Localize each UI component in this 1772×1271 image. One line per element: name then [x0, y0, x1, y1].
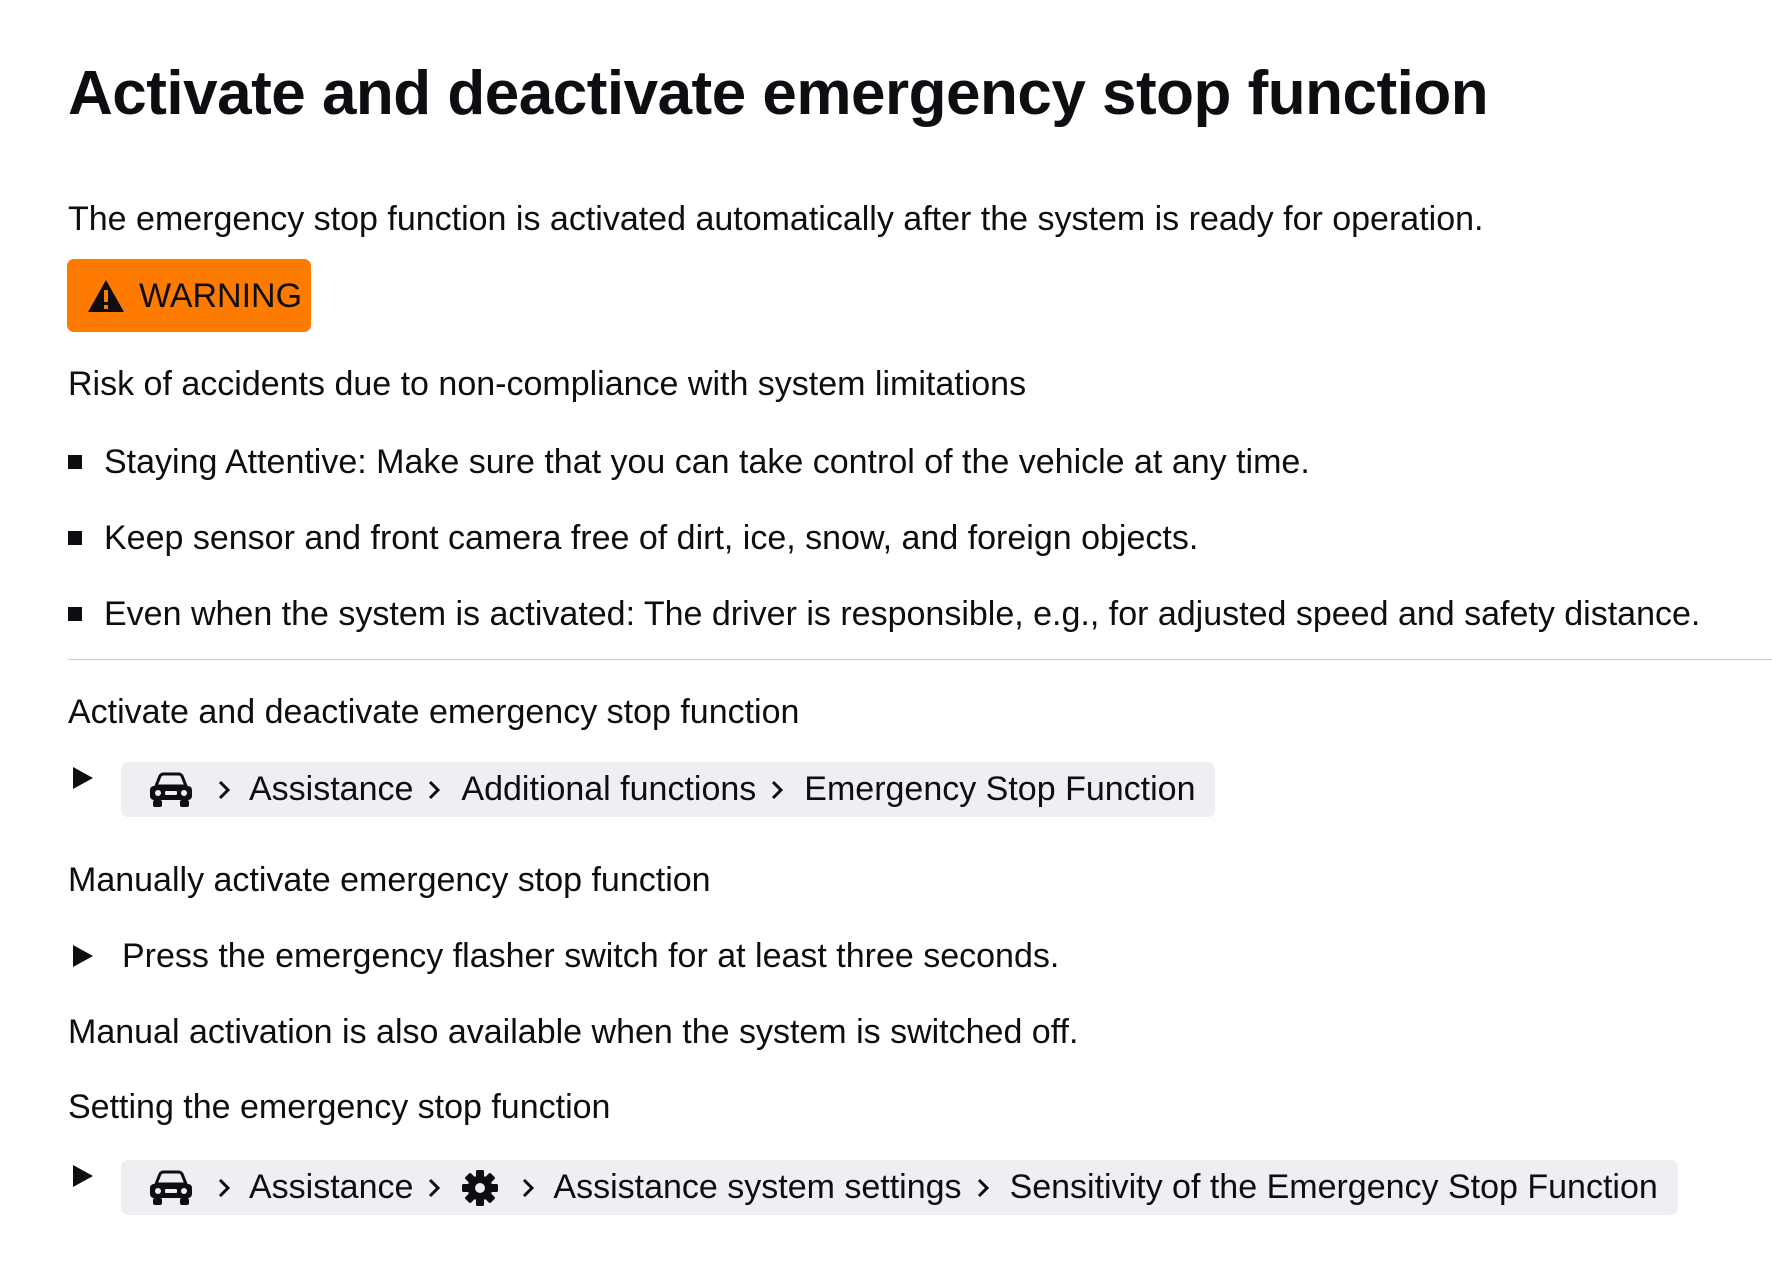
section-heading-activate: Activate and deactivate emergency stop function	[68, 693, 800, 731]
list-item	[68, 440, 1310, 484]
step-arrow-icon	[72, 944, 94, 968]
bullet-icon	[68, 455, 82, 469]
chevron-right-icon	[427, 779, 441, 801]
menu-path-item[interactable]: Assistance	[249, 770, 414, 808]
step-arrow-icon	[72, 766, 94, 790]
warning-label: WARNING	[139, 276, 303, 315]
chevron-right-icon	[976, 1177, 990, 1199]
menu-path-setting	[121, 1160, 1678, 1215]
list-item-text: Even when the system is activated: The driver is responsible, e.g., for adjusted speed and safety distance.	[104, 595, 1701, 633]
list-item-text: Staying Attentive: Make sure that you can take control of the vehicle at any time.	[104, 443, 1310, 481]
step-text: Press the emergency flasher switch for at least three seconds.	[122, 937, 1060, 975]
step-arrow-icon	[72, 1164, 94, 1188]
car-icon[interactable]	[147, 1169, 195, 1207]
section-divider	[68, 659, 1772, 660]
manual-note: Manual activation is also available when the system is switched off.	[68, 1013, 1079, 1051]
chevron-right-icon	[770, 779, 784, 801]
bullet-icon	[68, 531, 82, 545]
menu-path-item[interactable]: Sensitivity of the Emergency Stop Function	[1009, 1168, 1658, 1206]
menu-path-item[interactable]: Assistance system settings	[553, 1168, 962, 1206]
menu-path-item[interactable]: Additional functions	[461, 770, 757, 808]
chevron-right-icon	[427, 1177, 441, 1199]
warning-badge	[67, 259, 311, 332]
list-item-text: Keep sensor and front camera free of dirt, ice, snow, and foreign objects.	[104, 519, 1199, 557]
chevron-right-icon	[217, 1177, 231, 1199]
chevron-right-icon	[217, 779, 231, 801]
menu-path-activate	[121, 762, 1215, 817]
list-item	[68, 592, 1700, 636]
warning-heading: Risk of accidents due to non-compliance with system limitations	[68, 365, 1027, 403]
section-heading-manual: Manually activate emergency stop function	[68, 861, 711, 899]
section-heading-setting: Setting the emergency stop function	[68, 1088, 611, 1126]
menu-path-item[interactable]: Assistance	[249, 1168, 414, 1206]
menu-path-item[interactable]: Emergency Stop Function	[804, 770, 1196, 808]
bullet-icon	[68, 607, 82, 621]
step-row	[72, 934, 1059, 978]
intro-text: The emergency stop function is activated automatically after the system is ready for operation.	[68, 200, 1484, 238]
chevron-right-icon	[521, 1177, 535, 1199]
page-title: Activate and deactivate emergency stop function	[68, 59, 1489, 128]
car-icon[interactable]	[147, 771, 195, 809]
gear-icon[interactable]	[461, 1169, 499, 1207]
list-item	[68, 516, 1198, 560]
warning-triangle-icon	[87, 279, 125, 313]
